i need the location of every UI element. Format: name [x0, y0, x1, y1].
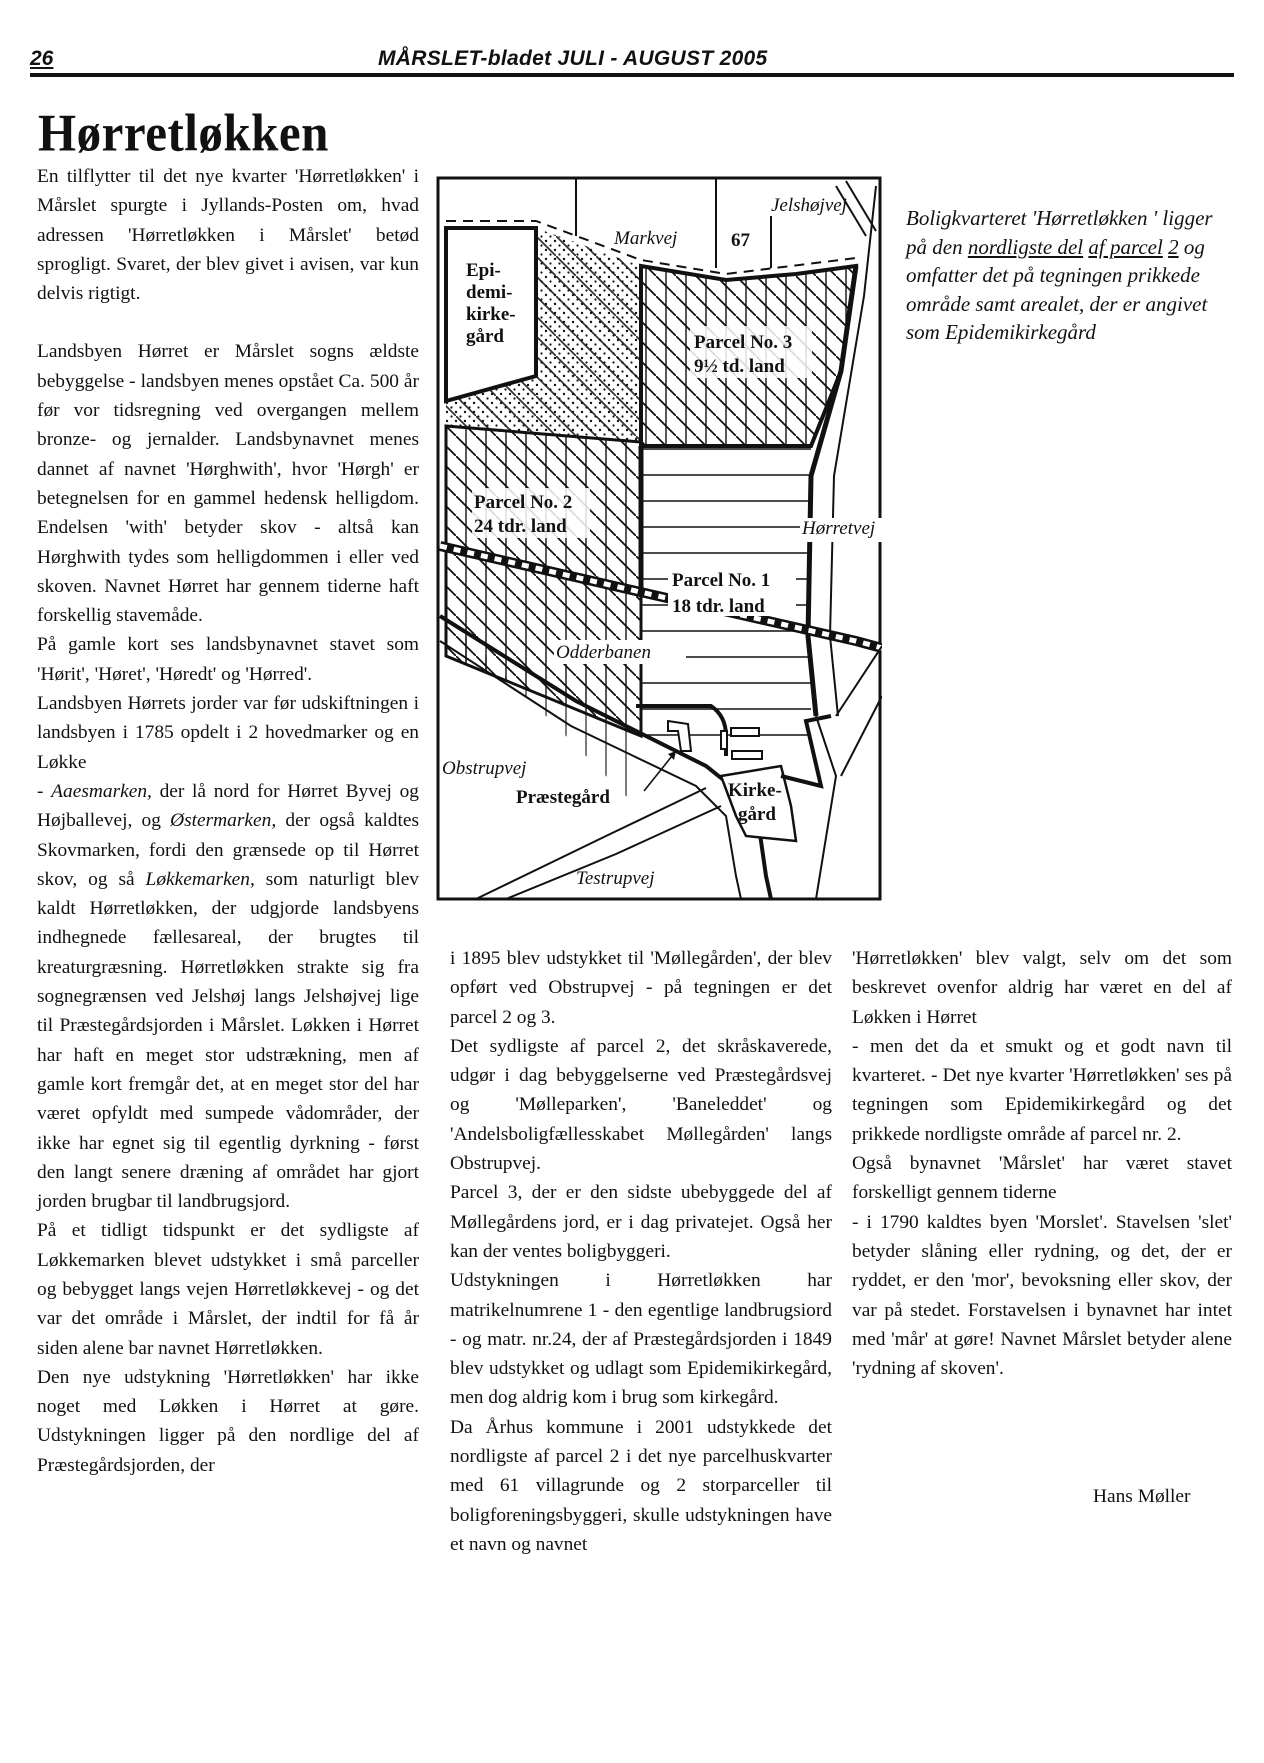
caption-text: og omfatter det på tegningen prikkede område samt arealet, der er angivet som Epidemikirkegård [906, 234, 1208, 344]
caption-text: Boligkvarteret 'Hørretløkken ' ligger på den [906, 206, 1213, 259]
caption-underlined: 2 [1168, 234, 1179, 259]
middle-column [450, 944, 832, 1559]
paragraph: 'Hørretløkken' blev valgt, selv om det som beskrevet ovenfor aldrig har været en del af Løkken i Hørret [852, 948, 1232, 1028]
map-label-testrupvej: Testrupvej [576, 868, 655, 889]
paragraph [37, 777, 419, 1216]
publication-header: MÅRSLET-bladet JULI - AUGUST 2005 [378, 47, 768, 70]
paragraph: Landsbyen Hørret er Mårslet sogns ældste bebyggelse - landsbyen menes opstået Ca. 500 år før vor tidsregning ved overgangen mellem bronze- og jernalder. Landsbynavnet menes dannet af navnet 'Hørghwith', hvor 'Hørgh' er betegnelsen for en gammel hedensk helligdom. Endelsen 'with' betyder skov - altså kan Hørghwith tydes som helligdommen i eller ved skoven. Navnet Hørret har gennem tiderne haft forskellig stavemåde. [37, 341, 419, 627]
paragraph: - men det da et smukt og et godt navn til kvarteret. - Det nye kvarter 'Hørretløkken' ses på tegningen som Epidemikirkegård og det prikkede nordligste område af parcel nr. 2. [852, 1035, 1232, 1145]
map-label-praestegard: Præstegård [516, 787, 610, 808]
paragraph: På gamle kort ses landsbynavnet stavet som 'Hørit', 'Høret', 'Høredt' og 'Hørred'. [37, 634, 419, 685]
map-label-parcel-3-area: 9½ td. land [694, 356, 785, 377]
field-name-lokkemarken: Løkkemarken, [145, 868, 255, 890]
parcel-map [436, 176, 882, 901]
map-label-horretvej: Hørretvej [802, 518, 876, 539]
paragraph: Da Århus kommune i 2001 udstykkede det nordligste af parcel 2 i det nye parcelhuskvarter med 61 villagrunde og 2 storparceller til boligforeningsbyggeri, skulle udstykningen have et navn og navnet [450, 1416, 832, 1555]
map-label-parcel-1-area: 18 tdr. land [672, 596, 765, 617]
map-label-epidemi-4: gård [466, 326, 504, 347]
map-label-parcel-2: Parcel No. 2 [474, 492, 573, 513]
map-label-kirkegard-2: gård [738, 804, 776, 825]
text: som naturligt blev kaldt Hørretløkken, der udgjorde landsbyens indhegnede fællesareal, der brugtes til kreaturgræsning. Hørretløkken strakte sig fra sognegrænsen ved Jelshøj langs Jelshøjvej lige til Præstegårdsjorden i Mårslet. Løkken i Hørret har haft en meget stor udstrækning, men af gamle kort fremgår det, at en meget stor del har været opfyldt med sumpede vådområder, der ikke har egnet sig til egentlig dyrkning - først den langt senere dræning af området har gjort jorden brugbar til landbrugsjord. [37, 868, 420, 1213]
text: der også kaldtes Skovmarken, fordi den grænsede op til Hørret skov, og så [37, 810, 419, 890]
paragraph: På et tidligt tidspunkt er det sydligste af Løkkemarken blevet udstykket i små parceller og bebygget langs vejen Hørretløkkevej - og det var det område i Mårslet, der indtil for få år siden alene bar navnet Hørretløkken. [37, 1220, 419, 1359]
map-caption [906, 204, 1236, 347]
map-label-obstrupvej: Obstrupvej [442, 758, 527, 779]
paragraph: Også bynavnet 'Mårslet' har været stavet forskelligt gennem tiderne [852, 1153, 1232, 1204]
article-title: Hørretløkken [38, 103, 329, 163]
paragraph: i 1895 blev udstykket til 'Møllegården', der blev opført ved Obstrupvej - på tegningen er det parcel 2 og 3. [450, 948, 832, 1028]
author-signature: Hans Møller [1093, 1486, 1191, 1507]
map-label-parcel-3: Parcel No. 3 [694, 332, 793, 353]
text: - [37, 780, 52, 802]
page-number: 26 [30, 47, 54, 70]
map-label-epidemi-2: demi- [466, 282, 513, 303]
paragraph: Den nye udstykning 'Hørretløkken' har ikke noget med Løkken i Hørret at gøre. Udstykningen ligger på den nordlige del af Præstegårdsjorden, der [37, 1366, 419, 1476]
paragraph: - i 1790 kaldtes byen 'Morslet'. Stavelsen 'slet' betyder slåning eller rydning, og det, der er ryddet, er den 'mor', bevoksning eller skov, der var på stedet. Forstavelsen i bynavnet har intet med 'mår' at gøre! Navnet Mårslet betyder alene 'rydning af skoven'. [852, 1211, 1232, 1380]
map-label-epidemi-3: kirke- [466, 304, 516, 325]
paragraph: En tilflytter til det nye kvarter 'Hørretløkken' i Mårslet spurgte i Jyllands-Posten om, hvad adressen 'Hørretløkken i Mårslet' betød sprogligt. Svaret, der blev givet i avisen, var kun delvis rigtigt. [37, 166, 419, 305]
map-label-kirkegard-1: Kirke- [728, 780, 782, 801]
text: der lå nord for Hørret Byvej og Højballevej, og [37, 780, 420, 832]
paragraph: Udstykningen i Hørretløkken har matrikelnumrene 1 - den egentlige landbrugsiord - og matr. nr.24, der af Præstegårdsjorden i 1849 blev udstykket og udlagt som Epidemikirkegård, men dog aldrig kom i brug som kirkegård. [450, 1270, 832, 1409]
left-column [37, 162, 419, 1480]
map-label-parcel-2-area: 24 tdr. land [474, 516, 567, 537]
paragraph: Det sydligste af parcel 2, det skråskaverede, udgør i dag bebyggelserne ved Præstegårdsvej og 'Mølleparken', 'Baneleddet' og 'Andelsboligfællesskabet Møllegården' langs Obstrupvej. [450, 1035, 832, 1175]
map-label-jelshojvej: Jelshøjvej [771, 195, 847, 216]
field-name-aaesmarken: Aaesmarken, [51, 780, 152, 802]
caption-underlined: af parcel [1088, 234, 1163, 259]
map-label-parcel-1: Parcel No. 1 [672, 570, 771, 591]
map-label-plot-67: 67 [731, 230, 750, 251]
paragraph: Landsbyen Hørrets jorder var før udskiftningen i landsbyen i 1785 opdelt i 2 hovedmarker og en Løkke [37, 693, 419, 773]
header-rule [30, 73, 1234, 77]
map-label-epidemi-1: Epi- [466, 260, 501, 281]
paragraph: Parcel 3, der er den sidste ubebyggede del af Møllegårdens jord, er i dag privatejet. Også her kan der ventes boligbyggeri. [450, 1182, 832, 1262]
map-label-markvej: Markvej [614, 228, 678, 249]
caption-underlined: nordligste del [967, 234, 1084, 259]
field-name-ostermarken: Østermarken, [170, 810, 277, 832]
right-column [852, 944, 1232, 1383]
map-label-odderbanen: Odderbanen [556, 642, 651, 663]
